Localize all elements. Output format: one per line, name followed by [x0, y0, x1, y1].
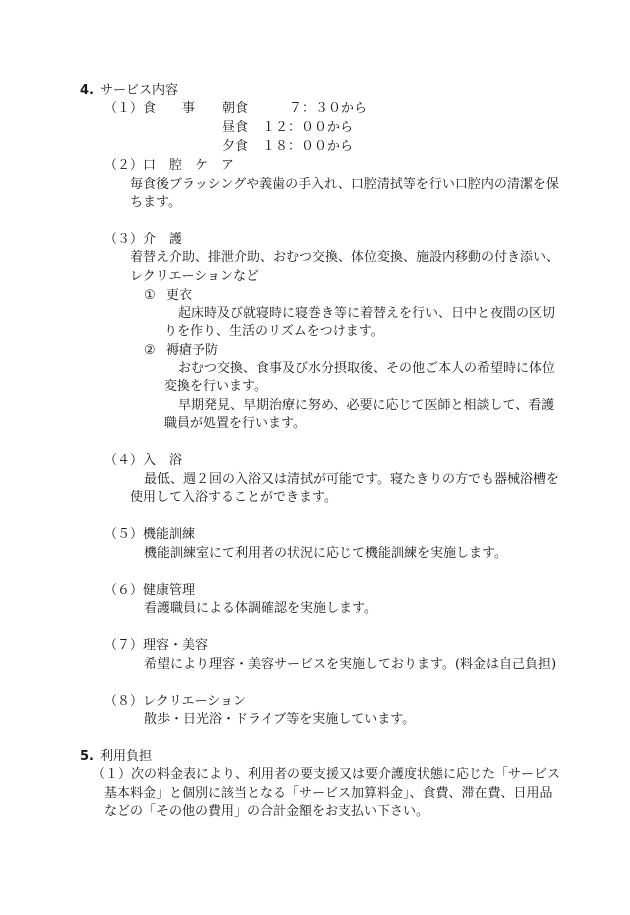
meal-time: ７：３０から	[276, 101, 368, 116]
meal-name: 朝食	[222, 101, 249, 116]
section-4-number: 4.	[80, 83, 94, 98]
fee-text: などの「その他の費用」の合計金額をお支払い下さい。	[104, 804, 430, 819]
pressure-ulcer-text: 変換を行います。	[164, 379, 267, 394]
meal-time: １８：００から	[262, 139, 354, 154]
meals-label: （１）食 事	[104, 101, 196, 116]
fee-text: （１）次の料金表により、利用者の要支援又は要介護度状態に応じた「サービス	[92, 767, 561, 782]
dressing-text: りを作り、生活のリズムをつけます。	[164, 324, 384, 339]
pressure-ulcer-text: 早期発見、早期治療に努め、必要に応じて医師と相談して、看護	[178, 398, 555, 413]
beauty-text: 希望により理容・美容サービスを実施しております。(料金は自己負担)	[144, 657, 557, 672]
item-marker: ②	[144, 343, 156, 358]
pressure-ulcer-text: おむつ交換、食事及び水分摂取後、その他ご本人の希望時に体位	[178, 361, 556, 376]
training-label: （５）機能訓練	[104, 527, 196, 542]
oral-care-label: （２）口 腔 ケ ア	[104, 158, 235, 173]
nursing-text: 着替え介助、排泄介助、おむつ交換、体位変換、施設内移動の付き添い、	[130, 250, 560, 265]
nursing-text: レクリエーションなど	[130, 269, 259, 284]
nursing-label: （３）介 護	[104, 232, 183, 247]
bathing-text: 使用して入浴することができます。	[130, 490, 337, 505]
meal-name: 昼食	[222, 120, 249, 135]
dressing-text: 起床時及び就寝時に寝巻き等に着替えを行い、日中と夜間の区切	[178, 306, 556, 321]
oral-care-text: ちます。	[130, 195, 181, 210]
recreation-label: （８）レクリエーション	[104, 694, 246, 709]
section-5-title: 利用負担	[100, 749, 153, 764]
item-title-pressure-ulcer: 褥瘡予防	[166, 343, 219, 358]
bathing-label: （４）入 浴	[104, 453, 183, 468]
meal-time: １２：００から	[262, 120, 354, 135]
bathing-text: 最低、週２回の入浴又は清拭が可能です。寝たきりの方でも器械浴槽を	[144, 472, 559, 487]
health-text: 看護職員による体調確認を実施します。	[144, 601, 377, 616]
beauty-label: （７）理容・美容	[104, 638, 209, 653]
recreation-text: 散歩・日光浴・ドライブ等を実施しています。	[144, 712, 416, 727]
meal-name: 夕食	[222, 139, 249, 154]
section-5-number: 5.	[80, 749, 94, 764]
health-label: （６）健康管理	[104, 583, 196, 598]
fee-text: 基本料金」と個別に該当となる「サービス加算料金」、食費、滞在費、日用品	[104, 786, 553, 801]
item-marker: ①	[144, 288, 156, 303]
oral-care-text: 毎食後ブラッシングや義歯の手入れ、口腔清拭等を行い口腔内の清潔を保	[130, 177, 559, 192]
item-title-dressing: 更衣	[166, 288, 193, 303]
section-4-title: サービス内容	[100, 83, 179, 98]
pressure-ulcer-text: 職員が処置を行います。	[164, 416, 306, 431]
training-text: 機能訓練室にて利用者の状況に応じて機能訓練を実施します。	[144, 546, 507, 561]
